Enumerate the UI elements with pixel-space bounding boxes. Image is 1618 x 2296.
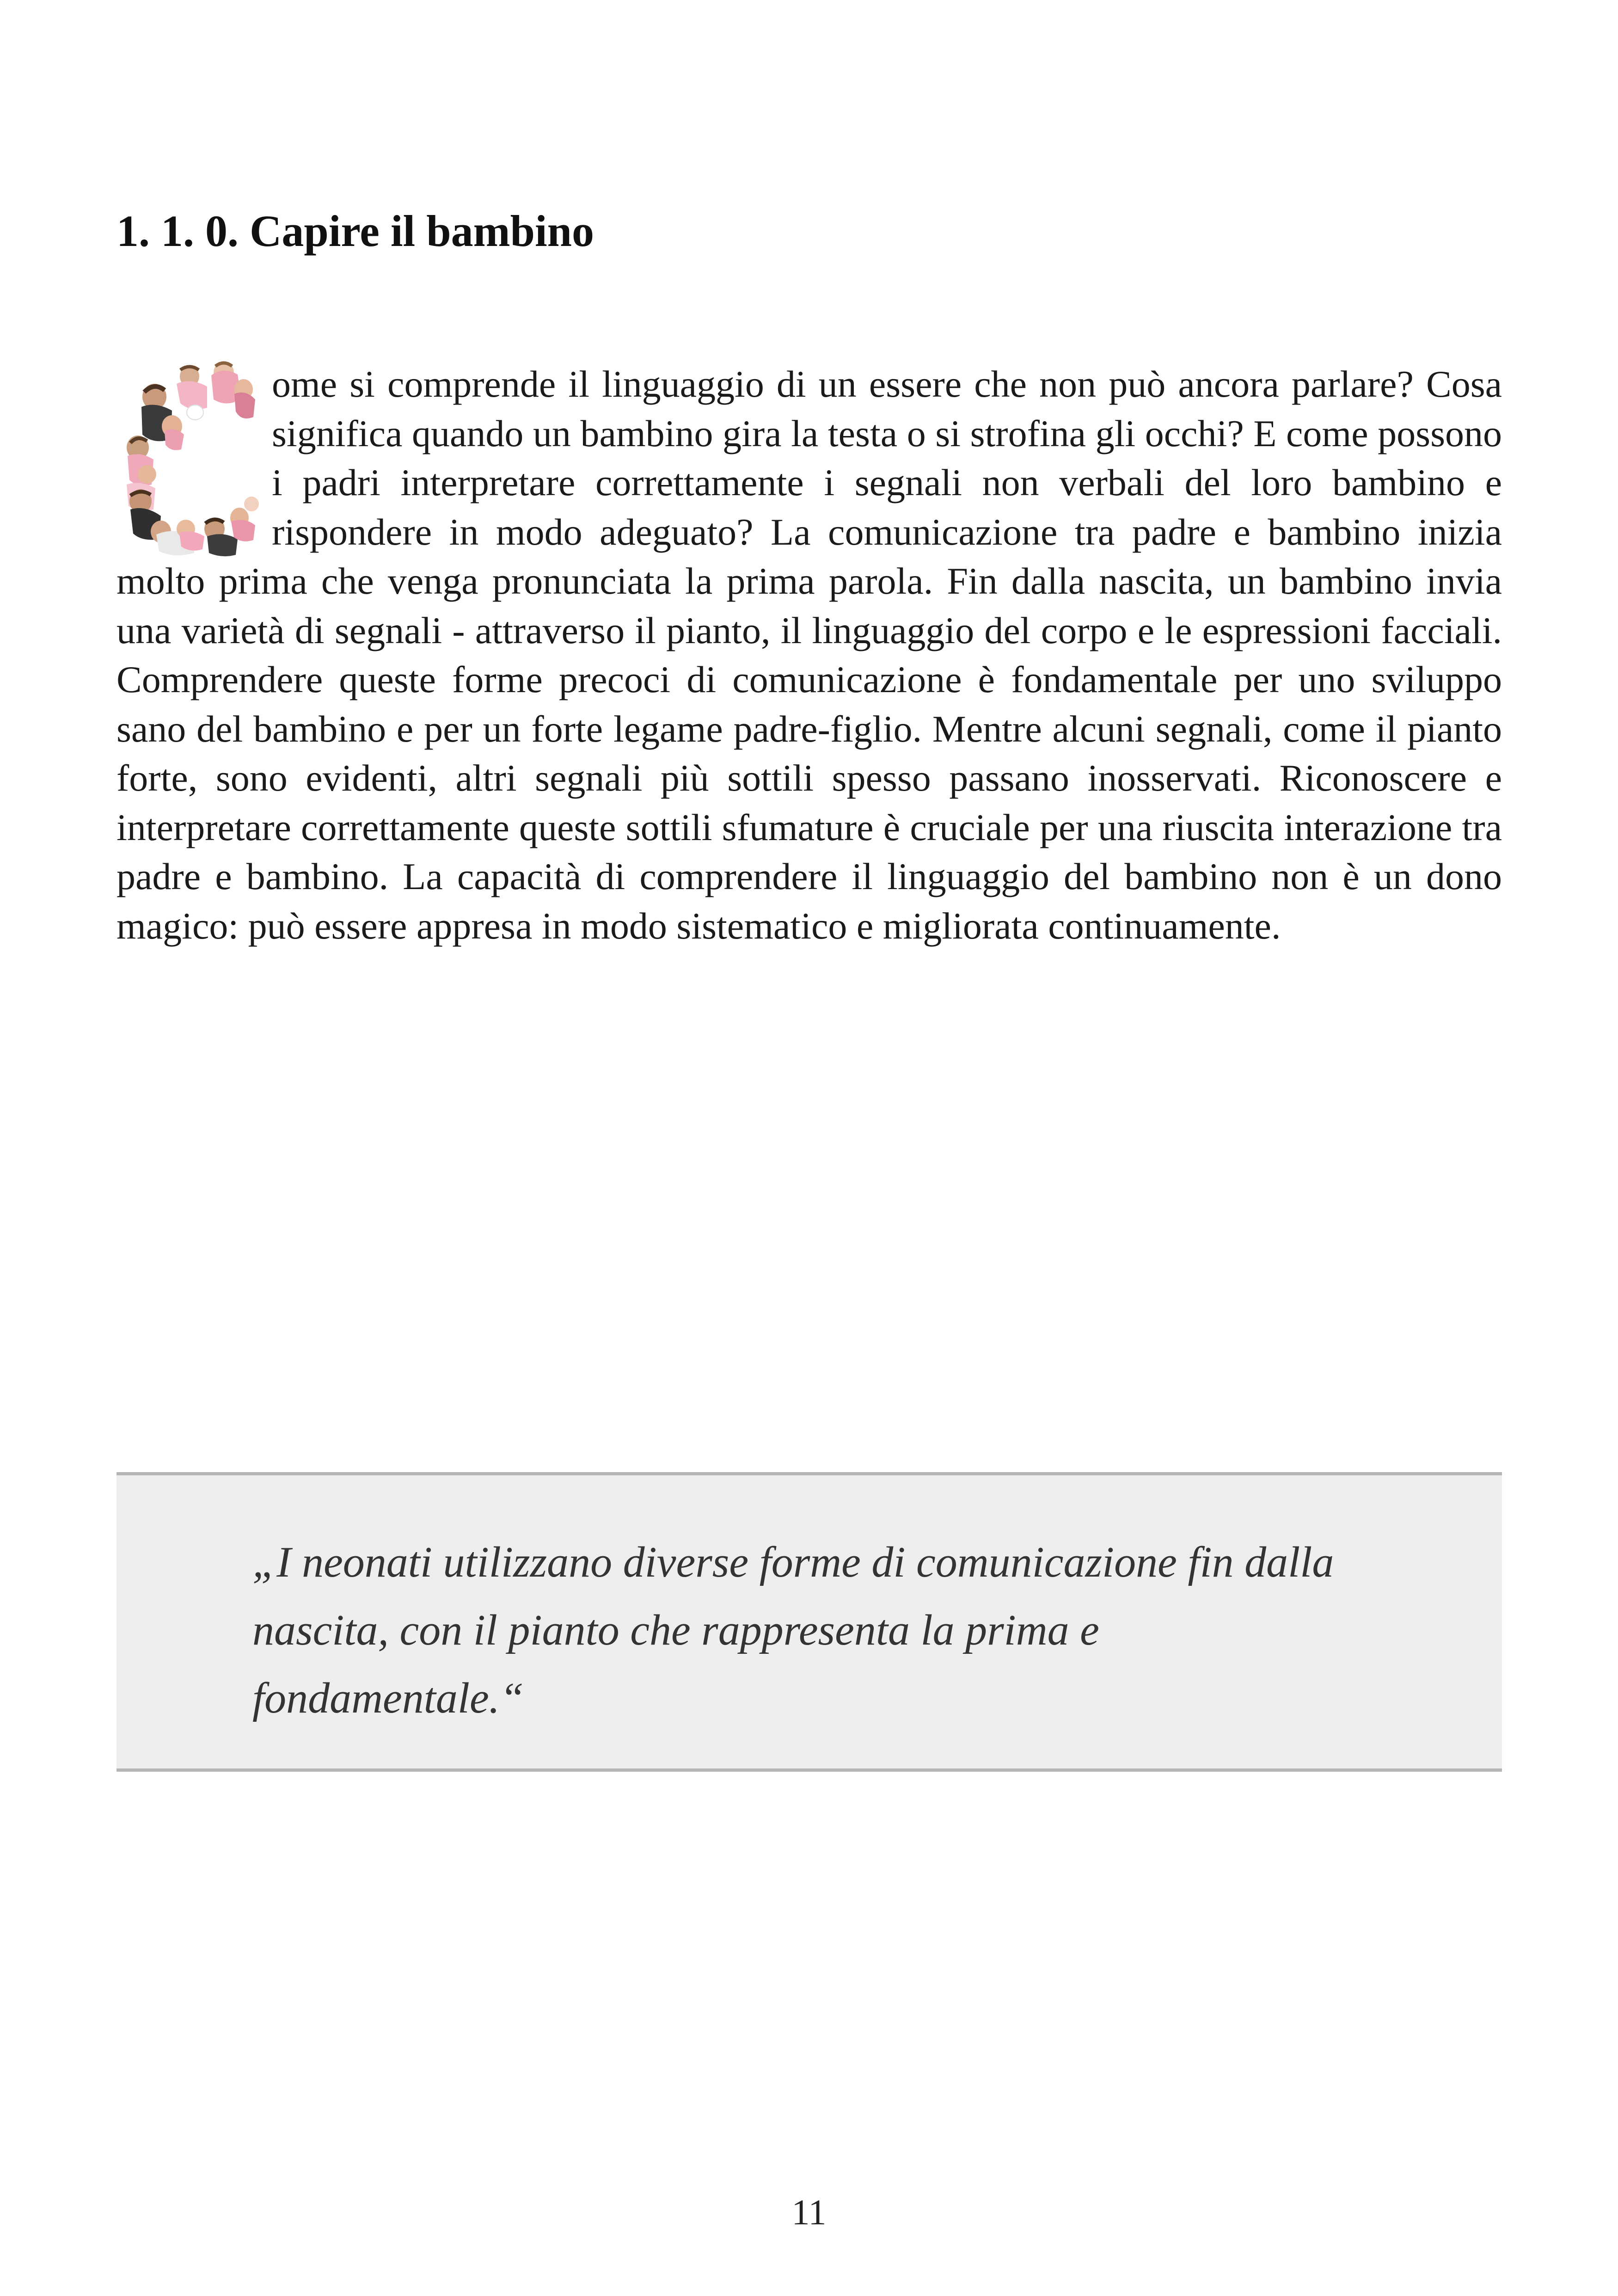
pull-quote-text: „I neonati utilizzano diverse forme di comunicazione fin dalla nascita, con il pianto che rappresenta la prima e fondamentale.“ <box>252 1538 1334 1722</box>
body-paragraph-text: ome si comprende il linguaggio di un essere che non può ancora parlare? Cosa significa quando un bambino gira la testa o si strofina gli occhi? E come possono i padri interpretare correttamente i segnali non verbali del loro bambino e rispondere in modo adeguato? La comunicazione tra padre e bambino inizia molto prima che venga pronunciata la prima parola. Fin dalla nascita, un bambino invia una varietà di segnali - attraverso il pianto, il linguaggio del corpo e le espressioni facciali. Comprendere queste forme precoci di comunicazione è fondamentale per uno sviluppo sano del bambino e per un forte legame padre-figlio. Mentre alcuni segnali, come il pianto forte, sono evidenti, altri segnali più sottili spesso passano inosservati. Riconoscere e interpretare correttamente queste sottili sfumature è cruciale per una riuscita interazione tra padre e bambino. La capacità di comprendere il linguaggio del bambino non è un dono magico: può essere appresa in modo sistematico e migliorata continuamente. <box>116 363 1502 947</box>
page-number: 11 <box>791 2192 827 2232</box>
pull-quote-box <box>116 1472 1502 1772</box>
dropcap-family-icon <box>116 360 264 557</box>
body-paragraph <box>116 360 1502 951</box>
section-heading: 1. 1. 0. Capire il bambino <box>116 206 594 256</box>
